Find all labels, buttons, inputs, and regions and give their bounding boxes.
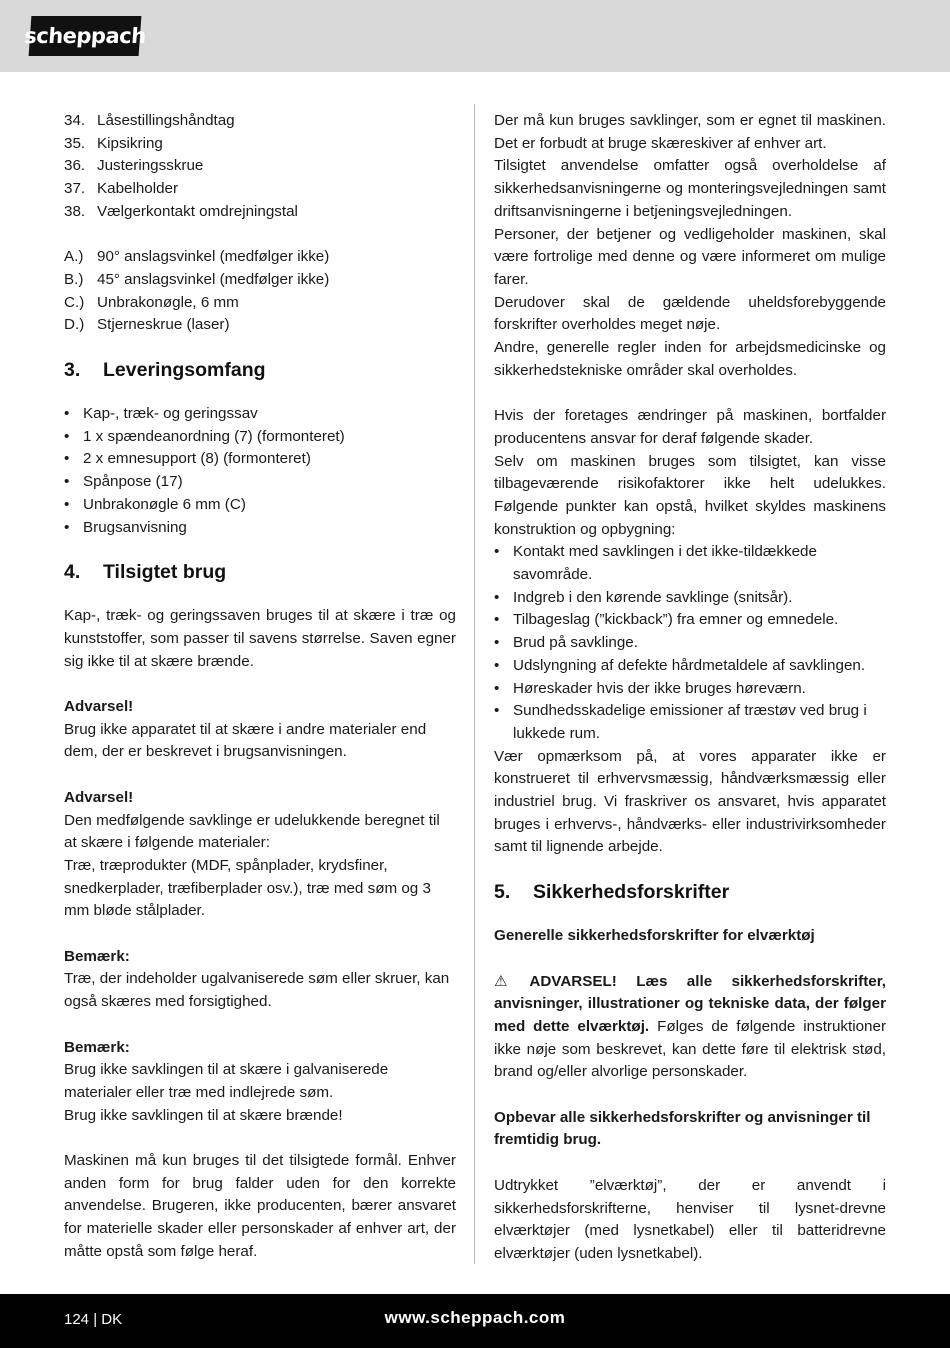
- term-definition-text: Udtrykket ”elværktøj”, der er anvendt i sikkerhedsforskrifterne, henviser til lysnet-drevne elværktøjer (med lysnetkabel) eller til batteridrevne elværktøjer (uden lysnetkabel).: [494, 1176, 886, 1262]
- note-text: Træ, der indeholder ugalvaniserede søm eller skruer, kan også skæres med forsigtighed.: [64, 970, 450, 1011]
- list-item: • 2 x emnesupport (8) (formonteret): [64, 448, 456, 471]
- accessories-list: [64, 246, 456, 337]
- list-item: • Tilbageslag (”kickback”) fra emner og emnedele.: [494, 609, 886, 632]
- closing-text: Maskinen må kun bruges til det tilsigtede formål. Enhver anden form for brug falder uden for den korrekte anvendelse. Brugeren, ikke producenten, bærer ansvaret for materielle skader eller personskader af enhver art, der måtte opstå som følge heraf.: [64, 1152, 456, 1260]
- column-divider: [474, 104, 475, 1264]
- note-text: Brug ikke savklingen til at skære i galvaniserede materialer eller træ med indlejrede søm.: [64, 1061, 389, 1101]
- paragraph: Selv om maskinen bruges som tilsigtet, kan visse tilbageværende risikofaktorer ikke helt udelukkes. Følgende punkter kan opstå, hvilket skyldes maskinens konstruktion og opbygning:: [494, 452, 886, 538]
- section-5-heading: 5. Sikkerhedsforskrifter: [494, 881, 730, 904]
- brand-logo: scheppach: [29, 16, 142, 56]
- warning-text: Brug ikke apparatet til at skære i andre materialer end dem, der er beskrevet i brugsanvisningen.: [64, 720, 427, 761]
- list-item: • Høreskader hvis der ikke bruges høreværn.: [494, 678, 886, 701]
- section-4-heading: 4. Tilsigtet brug: [64, 561, 227, 584]
- warning-text: Træ, træprodukter (MDF, spånplader, krydsfiner, snedkerplader, træfiberplader osv.), træ med søm og 3 mm bløde stålplader.: [64, 856, 431, 920]
- list-item: • Brugsanvisning: [64, 517, 456, 540]
- list-item: • Kontakt med savklingen i det ikke-tildækkede savområde.: [494, 541, 886, 586]
- page-footer: [0, 1294, 950, 1348]
- warning-title: Advarsel!: [64, 698, 134, 716]
- paragraph: Hvis der foretages ændringer på maskinen, bortfalder producentens ansvar for deraf følgende skader.: [494, 407, 886, 447]
- paragraph: Vær opmærksom på, at vores apparater ikke er konstrueret til erhvervsmæssig, håndværksmæssig eller industriel brug. Vi fraskriver os ansvaret, hvis apparatet bruges i erhvervs-, håndværks- eller industrivirksomheder samt til lignende arbejde.: [494, 747, 886, 856]
- note-title: Bemærk:: [64, 947, 130, 965]
- list-item: 35. Kipsikring: [64, 134, 163, 152]
- list-item: A.) 90° anslagsvinkel (medfølger ikke): [64, 248, 330, 266]
- right-column: [494, 110, 886, 1266]
- list-item: 36. Justeringsskrue: [64, 157, 204, 175]
- list-item: • Sundhedsskadelige emissioner af træstøv ved brug i lukkede rum.: [494, 700, 886, 745]
- list-item: C.) Unbrakonøgle, 6 mm: [64, 293, 239, 311]
- list-item: • Kap-, træk- og geringssav: [64, 403, 456, 426]
- website-url: www.scheppach.com: [384, 1308, 566, 1327]
- list-item: • Indgreb i den kørende savklinge (snitsår).: [494, 587, 886, 610]
- delivery-list: [64, 403, 456, 539]
- list-item: • Spånpose (17): [64, 471, 456, 494]
- page-number: 124 | DK: [64, 1311, 123, 1328]
- note-title: Bemærk:: [64, 1038, 130, 1056]
- warning-paragraph: ⚠ ADVARSEL! Læs alle sikkerhedsforskrifter, anvisninger, illustrationer og tekniske data, der følger med dette elværktøj. Følges de følgende instruktioner ikke nøje som beskrevet, kan dette føre til elektrisk stød, brand og/eller alvorlige personskader.: [494, 972, 887, 1081]
- paragraph: Der må kun bruges savklinger, som er egnet til maskinen. Det er forbudt at bruge skæreskiver af enhver art.: [494, 112, 886, 152]
- note-text: Brug ikke savklingen til at skære brænde!: [64, 1106, 343, 1124]
- paragraph: Derudover skal de gældende uheldsforebyggende forskrifter overholdes meget nøje.: [494, 293, 886, 334]
- warning-triangle-icon: ⚠: [494, 972, 508, 990]
- parts-list: [64, 110, 456, 224]
- list-item: 34. Låsestillingshåndtag: [64, 112, 235, 129]
- warning-text: Den medfølgende savklinge er udelukkende beregnet til at skære i følgende materialer:: [64, 811, 440, 852]
- left-column: [64, 110, 456, 1264]
- warning-title: Advarsel!: [64, 788, 134, 806]
- list-item: B.) 45° anslagsvinkel (medfølger ikke): [64, 270, 330, 288]
- list-item: • 1 x spændeanordning (7) (formonteret): [64, 426, 456, 449]
- list-item: 38. Vælgerkontakt omdrejningstal: [64, 202, 298, 220]
- paragraph: Personer, der betjener og vedligeholder maskinen, skal være fortrolige med denne og være informeret om mulige farer.: [494, 225, 886, 288]
- page-header: [0, 0, 950, 72]
- section-3-heading: 3. Leveringsomfang: [64, 359, 266, 382]
- paragraph: Tilsigtet anvendelse omfatter også overholdelse af sikkerhedsanvisningerne og monteringsvejledningen samt driftsanvisningerne i betjeningsvejledningen.: [494, 157, 886, 220]
- list-item: • Udslyngning af defekte hårdmetaldele af savklingen.: [494, 655, 886, 678]
- list-item: • Unbrakonøgle 6 mm (C): [64, 494, 456, 517]
- intended-use-text: Kap-, træk- og geringssaven bruges til at skære i træ og kunststoffer, som passer til savens størrelse. Saven egner sig ikke til at skære brænde.: [64, 607, 456, 670]
- list-item: 37. Kabelholder: [64, 180, 179, 198]
- list-item: D.) Stjerneskrue (laser): [64, 316, 230, 334]
- paragraph: Andre, generelle regler inden for arbejdsmedicinske og sikkerhedstekniske områder skal overholdes.: [494, 339, 886, 379]
- subheading: Generelle sikkerhedsforskrifter for elværktøj: [494, 927, 815, 945]
- keep-instructions-text: Opbevar alle sikkerhedsforskrifter og anvisninger til fremtidig brug.: [494, 1108, 871, 1149]
- risk-list: [494, 541, 886, 745]
- list-item: • Brud på savklinge.: [494, 632, 886, 655]
